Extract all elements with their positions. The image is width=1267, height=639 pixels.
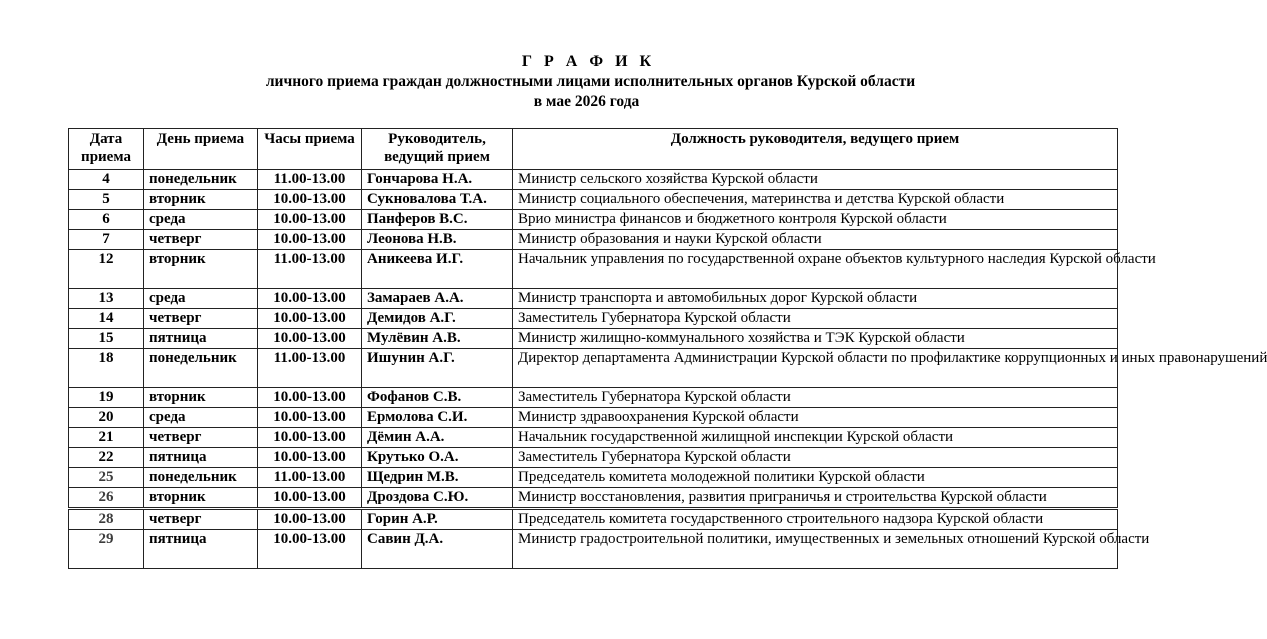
table-row: [69, 170, 1118, 190]
table-row: [69, 190, 1118, 210]
cell-head: Замараев А.А.: [362, 289, 513, 309]
cell-day: пятница: [144, 530, 258, 569]
table-row: [69, 250, 1118, 289]
cell-hours: 10.00-13.00: [258, 448, 362, 468]
cell-hours: 10.00-13.00: [258, 408, 362, 428]
document-header: [0, 52, 1173, 112]
cell-head: Фофанов С.В.: [362, 388, 513, 408]
cell-position: Врио министра финансов и бюджетного контроля Курской области: [513, 210, 1118, 230]
cell-day: вторник: [144, 488, 258, 509]
header-hours: Часы приема: [258, 129, 362, 170]
table-row: [69, 289, 1118, 309]
cell-date: 22: [69, 448, 144, 468]
cell-day: среда: [144, 408, 258, 428]
cell-date: 5: [69, 190, 144, 210]
cell-date: 7: [69, 230, 144, 250]
header-head: Руководитель, ведущий прием: [362, 129, 513, 170]
cell-head: Гончарова Н.А.: [362, 170, 513, 190]
cell-hours: 11.00-13.00: [258, 250, 362, 289]
cell-position: Министр социального обеспечения, материнства и детства Курской области: [513, 190, 1118, 210]
cell-hours: 10.00-13.00: [258, 530, 362, 569]
cell-head: Горин А.Р.: [362, 509, 513, 530]
cell-hours: 10.00-13.00: [258, 488, 362, 509]
cell-position: Председатель комитета молодежной политики Курской области: [513, 468, 1118, 488]
table-row: [69, 230, 1118, 250]
cell-hours: 10.00-13.00: [258, 230, 362, 250]
cell-head: Крутько О.А.: [362, 448, 513, 468]
cell-day: понедельник: [144, 170, 258, 190]
cell-head: Ишунин А.Г.: [362, 349, 513, 388]
cell-head: Аникеева И.Г.: [362, 250, 513, 289]
cell-date: 14: [69, 309, 144, 329]
cell-day: четверг: [144, 309, 258, 329]
cell-position: Председатель комитета государственного строительного надзора Курской области: [513, 509, 1118, 530]
table-row: [69, 428, 1118, 448]
cell-date: 20: [69, 408, 144, 428]
cell-date: 25: [69, 468, 144, 488]
cell-head: Щедрин М.В.: [362, 468, 513, 488]
table-row: [69, 210, 1118, 230]
cell-day: вторник: [144, 250, 258, 289]
cell-day: пятница: [144, 448, 258, 468]
cell-position: Начальник государственной жилищной инспекции Курской области: [513, 428, 1118, 448]
cell-date: 19: [69, 388, 144, 408]
cell-hours: 10.00-13.00: [258, 329, 362, 349]
cell-hours: 10.00-13.00: [258, 190, 362, 210]
cell-date: 28: [69, 509, 144, 530]
cell-hours: 10.00-13.00: [258, 210, 362, 230]
cell-day: четверг: [144, 230, 258, 250]
cell-day: понедельник: [144, 349, 258, 388]
cell-date: 13: [69, 289, 144, 309]
table-row: [69, 530, 1118, 569]
cell-day: вторник: [144, 388, 258, 408]
cell-date: 18: [69, 349, 144, 388]
cell-day: понедельник: [144, 468, 258, 488]
schedule-table-header: [69, 129, 1118, 170]
schedule-table-body: [69, 170, 1267, 569]
cell-position: Министр сельского хозяйства Курской области: [513, 170, 1118, 190]
cell-position: Министр восстановления, развития приграничья и строительства Курской области: [513, 488, 1118, 509]
cell-position: Начальник управления по государственной охране объектов культурного наследия Курской области: [513, 250, 1118, 289]
cell-hours: 11.00-13.00: [258, 349, 362, 388]
table-row: [69, 388, 1118, 408]
table-row: [69, 448, 1118, 468]
cell-head: Сукновалова Т.А.: [362, 190, 513, 210]
cell-head: Ермолова С.И.: [362, 408, 513, 428]
cell-date: 6: [69, 210, 144, 230]
document-title: Г Р А Ф И К: [521, 53, 656, 70]
cell-position: Директор департамента Администрации Курской области по профилактике коррупционных и иных правонарушений: [513, 349, 1118, 388]
table-row: [69, 408, 1118, 428]
cell-hours: 10.00-13.00: [258, 289, 362, 309]
cell-date: 4: [69, 170, 144, 190]
document-period: в мае 2026 года: [533, 93, 640, 110]
cell-position: Заместитель Губернатора Курской области: [513, 309, 1118, 329]
table-row: [69, 349, 1118, 388]
cell-position: Министр образования и науки Курской области: [513, 230, 1118, 250]
header-position: Должность руководителя, ведущего прием: [513, 129, 1118, 170]
cell-hours: 10.00-13.00: [258, 428, 362, 448]
cell-position: Министр жилищно-коммунального хозяйства и ТЭК Курской области: [513, 329, 1118, 349]
cell-date: 12: [69, 250, 144, 289]
header-row: [69, 129, 1118, 170]
cell-day: пятница: [144, 329, 258, 349]
cell-head: Савин Д.А.: [362, 530, 513, 569]
cell-hours: 11.00-13.00: [258, 170, 362, 190]
header-day: День приема: [144, 129, 258, 170]
table-row: [69, 509, 1118, 530]
cell-head: Дроздова С.Ю.: [362, 488, 513, 509]
cell-head: Мулёвин А.В.: [362, 329, 513, 349]
cell-day: среда: [144, 289, 258, 309]
cell-position: Заместитель Губернатора Курской области: [513, 388, 1118, 408]
cell-head: Леонова Н.В.: [362, 230, 513, 250]
document-subtitle: личного приема граждан должностными лицами исполнительных органов Курской области: [265, 73, 916, 90]
cell-head: Демидов А.Г.: [362, 309, 513, 329]
cell-position: Министр транспорта и автомобильных дорог Курской области: [513, 289, 1118, 309]
cell-head: Панферов В.С.: [362, 210, 513, 230]
cell-hours: 11.00-13.00: [258, 468, 362, 488]
table-row: [69, 468, 1118, 488]
cell-date: 26: [69, 488, 144, 509]
cell-day: четверг: [144, 509, 258, 530]
table-row: [69, 309, 1118, 329]
cell-day: четверг: [144, 428, 258, 448]
schedule-table: [68, 128, 1267, 569]
cell-date: 15: [69, 329, 144, 349]
cell-hours: 10.00-13.00: [258, 388, 362, 408]
table-row: [69, 329, 1118, 349]
header-date: Дата приема: [69, 129, 144, 170]
cell-date: 21: [69, 428, 144, 448]
table-row: [69, 488, 1118, 509]
cell-position: Заместитель Губернатора Курской области: [513, 448, 1118, 468]
cell-day: вторник: [144, 190, 258, 210]
cell-day: среда: [144, 210, 258, 230]
cell-date: 29: [69, 530, 144, 569]
cell-hours: 10.00-13.00: [258, 309, 362, 329]
cell-head: Дёмин А.А.: [362, 428, 513, 448]
cell-hours: 10.00-13.00: [258, 509, 362, 530]
cell-position: Министр здравоохранения Курской области: [513, 408, 1118, 428]
cell-position: Министр градостроительной политики, имущественных и земельных отношений Курской области: [513, 530, 1118, 569]
